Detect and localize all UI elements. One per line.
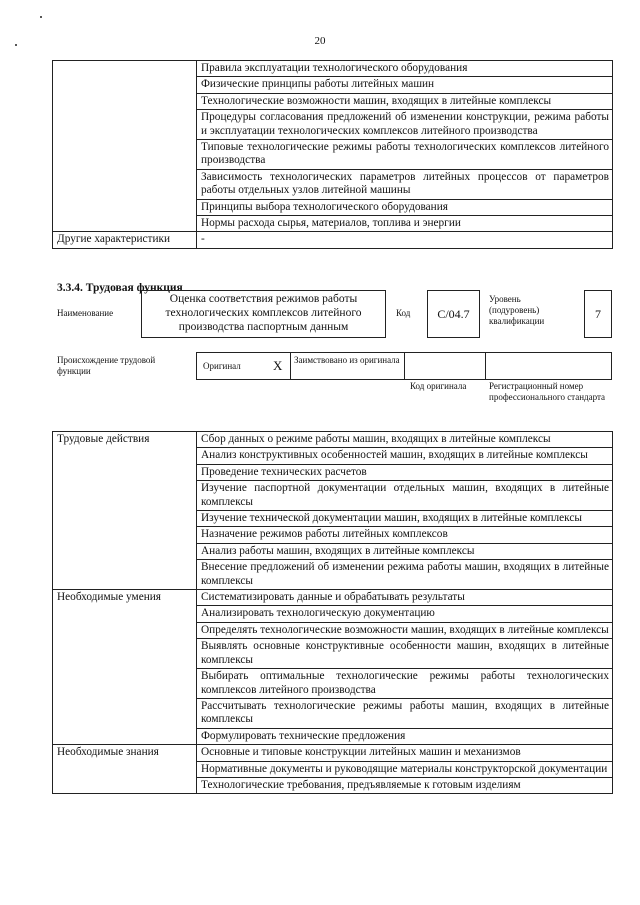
group-label-cell	[53, 61, 197, 232]
divider	[485, 353, 486, 379]
code-value: C/04.7	[437, 307, 470, 321]
original-mark: X	[273, 358, 283, 373]
table-row	[53, 232, 613, 248]
item-cell: Изучение технической документации машин, входящих в литейные комплексы	[197, 511, 613, 527]
knowledge-table-body	[53, 61, 613, 249]
item-cell: Зависимость технологических параметров литейных процессов от параметров работы отдельных узлов литейной машины	[197, 169, 613, 199]
item-cell: Назначение режимов работы литейных комплексов	[197, 527, 613, 543]
group-label: Необходимые умения	[53, 590, 197, 745]
group-label: Трудовые действия	[53, 432, 197, 590]
item-cell: Анализ работы машин, входящих в литейные комплексы	[197, 543, 613, 559]
name-label: Наименование	[57, 308, 114, 318]
item-cell: Выявлять основные конструктивные особенности машин, входящих в литейные комплексы	[197, 639, 613, 669]
item-cell: Внесение предложений об изменении режима работы машин, входящих в литейные комплексы	[197, 560, 613, 590]
level-value: 7	[595, 307, 601, 321]
table-row	[53, 432, 613, 448]
level-label: Уровень (подуровень) квалификации	[489, 294, 545, 326]
function-name-value: Оценка соответствия режимов работы технологических комплексов литейного производства паспортным данным	[165, 293, 362, 333]
level-box	[584, 290, 612, 338]
origin-label: Происхождение трудовой функции	[57, 355, 156, 376]
item-cell: Рассчитывать технологические режимы работы машин, входящих в литейные комплексы	[197, 698, 613, 728]
item-cell: Правила эксплуатации технологического оборудования	[197, 61, 613, 77]
item-cell: Типовые технологические режимы работы технологических комплексов литейного производства	[197, 140, 613, 170]
section-title: 3.3.4. Трудовая функция	[57, 282, 183, 294]
item-cell: Физические принципы работы литейных машин	[197, 77, 613, 93]
table-row	[53, 590, 613, 606]
borrowed-label: Заимствовано из оригинала	[294, 355, 400, 365]
reg-caption: Регистрационный номер профессионального стандарта	[489, 381, 606, 402]
origin-box	[196, 352, 612, 380]
function-name-box	[141, 290, 386, 338]
page-number: 20	[314, 35, 326, 47]
table-row	[53, 745, 613, 761]
function-details-body	[53, 432, 613, 794]
item-cell: Основные и типовые конструкции литейных машин и механизмов	[197, 745, 613, 761]
code-caption: Код оригинала	[410, 381, 467, 391]
code-box	[427, 290, 480, 338]
item-cell: Нормы расхода сырья, материалов, топлива и энергии	[197, 216, 613, 232]
divider	[290, 353, 291, 379]
item-cell: Технологические возможности машин, входящих в литейные комплексы	[197, 93, 613, 109]
item-cell: Изучение паспортной документации отдельных машин, входящих в литейные комплексы	[197, 481, 613, 511]
scan-dot	[40, 16, 42, 18]
item-cell: Выбирать оптимальные технологические режимы работы технологических комплексов литейного производства	[197, 669, 613, 699]
item-cell: Принципы выбора технологического оборудования	[197, 199, 613, 215]
code-label: Код	[396, 308, 411, 318]
item-cell: Формулировать технические предложения	[197, 728, 613, 744]
item-cell: Технологические требования, предъявляемые к готовым изделиям	[197, 777, 613, 793]
item-cell: Нормативные документы и руководящие материалы конструкторской документации	[197, 761, 613, 777]
other-value: -	[197, 232, 613, 248]
item-cell: Анализ конструктивных особенностей машин, входящих в литейные комплексы	[197, 448, 613, 464]
group-label: Необходимые знания	[53, 745, 197, 794]
other-label: Другие характеристики	[53, 232, 197, 248]
divider	[404, 353, 405, 379]
original-label: Оригинал	[203, 361, 241, 371]
function-details-table	[52, 431, 613, 794]
item-cell: Анализировать технологическую документацию	[197, 606, 613, 622]
item-cell: Сбор данных о режиме работы машин, входящих в литейные комплексы	[197, 432, 613, 448]
item-cell: Процедуры согласования предложений об изменении конструкции, режима работы и эксплуатации технологических комплексов литейного производства	[197, 110, 613, 140]
item-cell: Проведение технических расчетов	[197, 464, 613, 480]
item-cell: Определять технологические возможности машин, входящих в литейные комплексы	[197, 622, 613, 638]
table-row	[53, 61, 613, 77]
knowledge-table-continued	[52, 60, 613, 249]
item-cell: Систематизировать данные и обрабатывать результаты	[197, 590, 613, 606]
